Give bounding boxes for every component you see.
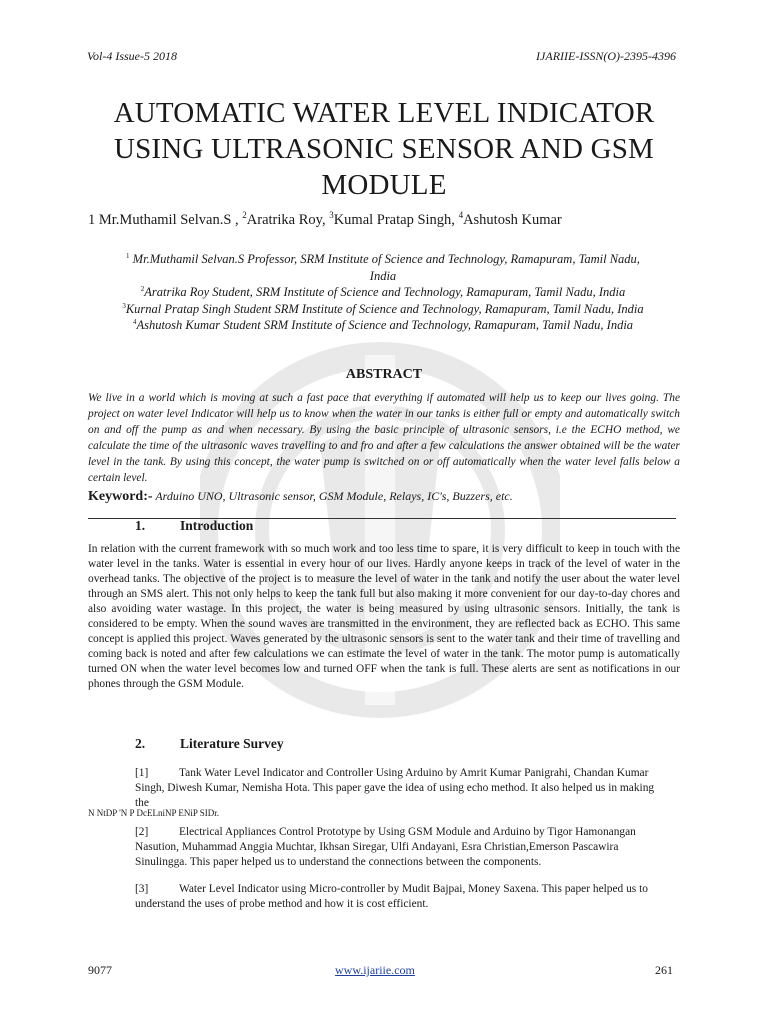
reference-text: Water Level Indicator using Micro-controller by Mudit Bajpai, Money Saxena. This paper helped us to understand the uses of probe method and how it is cost efficient.: [135, 883, 648, 910]
author-list: [88, 210, 562, 229]
affiliation-text: Aratrika Roy Student, SRM Institute of Science and Technology, Ramapuram, Tamil Nadu, India: [144, 285, 626, 300]
affiliation-1: [88, 248, 678, 285]
reference-1: [135, 766, 665, 811]
reference-2: [135, 825, 665, 870]
affiliation-4: [88, 314, 678, 334]
section-2-heading: [135, 736, 284, 752]
section-number: 1.: [135, 518, 146, 533]
footer-paper-id: 9077: [88, 963, 112, 977]
author-3-name: Kumal Pratap Singh,: [333, 211, 455, 228]
affiliation-text: India: [369, 269, 397, 284]
affiliation-text: Ashutosh Kumar Student SRM Institute of Science and Technology, Ramapuram, Tamil Nadu, India: [136, 318, 634, 333]
affiliation-number: 1: [126, 252, 130, 260]
footer-website-link[interactable]: www.ijariie.com: [335, 963, 415, 977]
paper-title: [60, 95, 708, 203]
affiliation-number: 3: [122, 302, 126, 310]
journal-watermark-logo: [200, 295, 560, 765]
keyword-label: Keyword:-: [88, 489, 153, 504]
affiliation-text: Mr.Muthamil Selvan.S Professor, SRM Institute of Science and Technology, Ramapuram, Tamil Nadu,: [132, 252, 640, 267]
author-4-name: Ashutosh Kumar: [463, 211, 562, 228]
affiliation-text: Kurnal Pratap Singh Student SRM Institute of Science and Technology, Ramapuram, Tamil Nadu, India: [125, 302, 644, 317]
abstract-heading: ABSTRACT: [345, 367, 423, 382]
footer-page-number: 261: [655, 963, 673, 977]
author-1-number: 1: [88, 211, 96, 228]
introduction-body: In relation with the current framework with so much work and too less time to spare, it is very difficult to keep in touch with the water level in the tanks. Water is essential in every hour of our lives. Hardly anyone keeps in track of the level of water in the overhead tanks. The objective of the project is to measure the level of water in the tank and notify the user about the water level through an SMS alert. This not only helps to keep the tank full but also making it more convenient for our day-to-day chores and also avoiding water wastage. In this project, the water is being measured by using ultrasonic sensors. Initially, the tank is considered to be empty. When the sound waves are transmitted in the environment, they are reflected back as ECHO. This same concept is applied this project. Waves generated by the ultrasonic sensors is sent to the water tank and their time of travelling and coming back is noted and after few calculations we can estimate the level of water in the tank. The motor pump is automatically turned ON when the water level becomes low and turned OFF when the tank is full. These alerts are sent as notifications in our phones through the GSM Module.: [88, 543, 680, 690]
section-1-heading: [135, 518, 253, 534]
author-4-number: 4: [458, 210, 464, 220]
reference-number: [1]: [135, 767, 149, 779]
title-line: AUTOMATIC WATER LEVEL INDICATOR: [113, 97, 655, 129]
reference-number: [2]: [135, 826, 149, 838]
garbled-text: N NtDP 'N P DcELniNP ENiP SIDr.: [88, 808, 220, 818]
abstract-body: We live in a world which is moving at such a fast pace that everything if automated will help us to keep our lives going. The project on water level Indicator will help us to know when the water in our tanks is either full or empty and automatically switch on and off the pump as and when necessary. By using the basic principle of ultrasonic sensors, i.e the ECHO method, we calculate the time of the ultrasonic waves travelling to and fro and after a few calculations the answer obtained will be the water level in the tank. By using this concept, the water pump is switched on or off automatically when the water level falls below a certain level.: [88, 392, 680, 484]
keywords: [88, 489, 513, 505]
author-2-name: Aratrika Roy,: [246, 211, 326, 228]
author-1-name: Mr.Muthamil Selvan.S ,: [98, 211, 239, 228]
section-title: Literature Survey: [180, 736, 284, 751]
author-2-number: 2: [242, 210, 247, 220]
author-3-number: 3: [329, 210, 334, 220]
title-line: USING ULTRASONIC SENSOR AND GSM: [113, 133, 655, 165]
reference-number: [3]: [135, 883, 149, 895]
section-title: Introduction: [180, 518, 254, 533]
affiliation-number: 2: [140, 285, 145, 293]
journal-volume-issue: Vol-4 Issue-5 2018: [87, 49, 177, 63]
section-number: 2.: [135, 736, 146, 751]
affiliation-number: 4: [132, 318, 137, 326]
reference-text: Electrical Appliances Control Prototype by Using GSM Module and Arduino by Tigor Hamonangan Nasution, Muhammad Anggia Muchtar, Ikhsan Siregar, Ulfi Andayani, Esra Christian,Emerson Pascawira Sinulingga. This paper helped us to understand the connections between the components.: [135, 826, 636, 868]
title-line: MODULE: [321, 169, 447, 201]
reference-3: [135, 882, 665, 912]
reference-text: Tank Water Level Indicator and Controller Using Arduino by Amrit Kumar Panigrahi, Chandan Kumar Singh, Diwesh Kumar, Nemisha Hota. This paper gave the idea of using echo method. It also helped us in making the: [135, 767, 655, 809]
keyword-text: Arduino UNO, Ultrasonic sensor, GSM Module, Relays, IC's, Buzzers, etc.: [152, 489, 513, 503]
journal-issn: IJARIIE-ISSN(O)-2395-4396: [536, 49, 676, 63]
